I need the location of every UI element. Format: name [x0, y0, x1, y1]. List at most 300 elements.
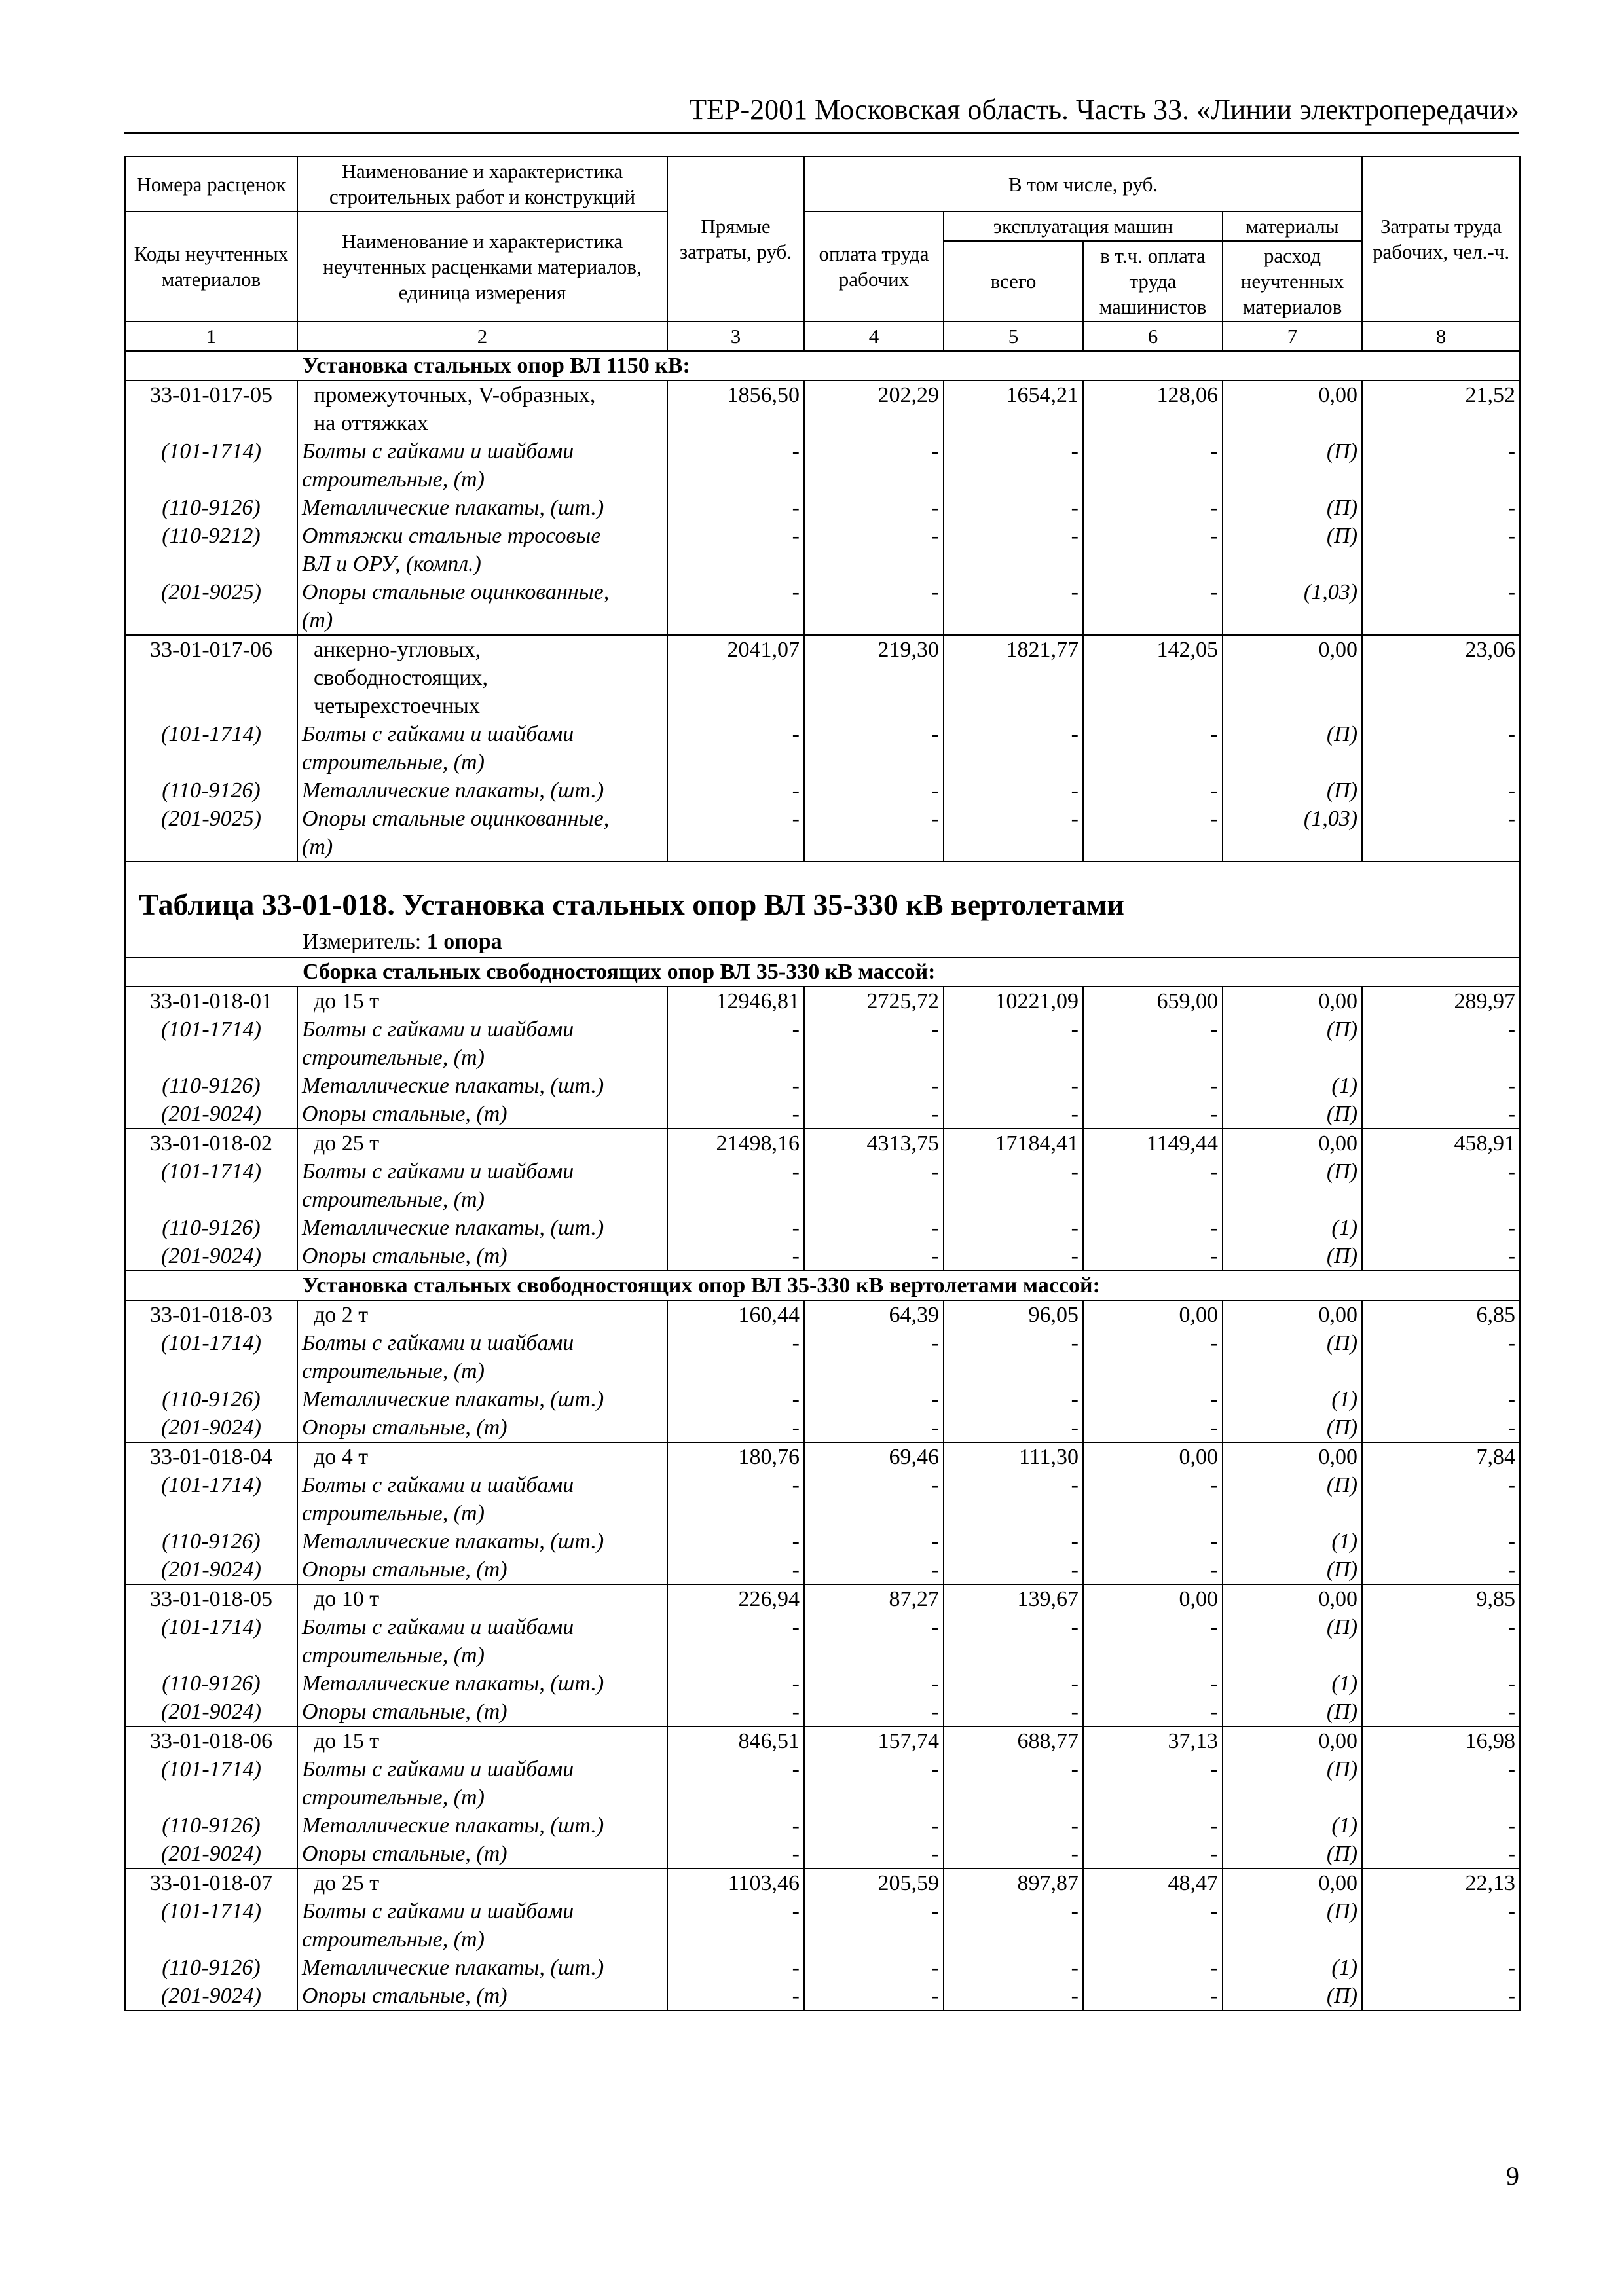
cell-line: Болты с гайками и шайбами: [302, 439, 574, 464]
material-qty: (П): [1223, 437, 1362, 494]
dash-cell: -: [1362, 1157, 1520, 1214]
material-code: (201-9024): [125, 1698, 297, 1726]
dash-cell: -: [667, 1556, 804, 1584]
header-row-1: [125, 156, 1520, 211]
dash-cell: -: [944, 437, 1083, 494]
rate-name: [297, 380, 667, 437]
material-row: [125, 1669, 1520, 1698]
dash-cell: -: [944, 1556, 1083, 1584]
material-qty: (1): [1223, 1385, 1362, 1413]
dash-cell: -: [944, 1100, 1083, 1129]
dash-cell: -: [944, 1072, 1083, 1100]
material-qty: (П): [1223, 1471, 1362, 1527]
dash-cell: -: [944, 1613, 1083, 1669]
hdr-machines: эксплуатация машин: [944, 211, 1223, 241]
dash-cell: -: [1362, 1812, 1520, 1840]
cell-line: Опоры стальные, (т): [302, 1842, 507, 1866]
dash-cell: -: [804, 1897, 944, 1954]
hdr-num-4: 4: [804, 321, 944, 351]
cell-line: Металлические плакаты, (шт.): [302, 1074, 604, 1098]
rate-value: 1856,50: [667, 380, 804, 437]
dash-cell: -: [667, 1157, 804, 1214]
material-row: [125, 776, 1520, 805]
rate-row: [125, 987, 1520, 1015]
material-name: [297, 1982, 667, 2011]
dash-cell: -: [667, 1897, 804, 1954]
rate-value: 87,27: [804, 1584, 944, 1613]
dash-cell: -: [1083, 1385, 1223, 1413]
material-name: [297, 1669, 667, 1698]
material-row: [125, 1100, 1520, 1129]
dash-cell: -: [1362, 776, 1520, 805]
dash-cell: -: [1083, 1755, 1223, 1812]
hdr-labor-cost: Затраты труда рабочих, чел.-ч.: [1362, 156, 1520, 321]
dash-cell: -: [804, 720, 944, 776]
cell-line: Опоры стальные, (т): [302, 1558, 507, 1582]
dash-cell: -: [944, 1982, 1083, 2011]
material-code: (110-9126): [125, 1812, 297, 1840]
cell-line: Опоры стальные оцинкованные,: [302, 580, 610, 604]
material-code: (110-9126): [125, 494, 297, 522]
dash-cell: -: [1362, 1669, 1520, 1698]
cell-line: строительные, (т): [302, 1188, 485, 1212]
material-row: [125, 1015, 1520, 1072]
material-row: [125, 522, 1520, 578]
dash-cell: -: [804, 437, 944, 494]
dash-cell: -: [1362, 1527, 1520, 1556]
material-row: [125, 1556, 1520, 1584]
page-header: ТЕР-2001 Московская область. Часть 33. «Линии электропередачи»: [689, 94, 1519, 126]
cell-line: до 25 т: [314, 1871, 380, 1895]
dash-cell: -: [1083, 1072, 1223, 1100]
cell-line: строительные, (т): [302, 1785, 485, 1810]
material-row: [125, 1329, 1520, 1385]
dash-cell: -: [667, 1214, 804, 1242]
dash-cell: -: [804, 1242, 944, 1271]
table-measure: [126, 928, 1519, 957]
rate-value: 458,91: [1362, 1129, 1520, 1157]
dash-cell: -: [1083, 1897, 1223, 1954]
cell-line: четырехстоечных: [314, 694, 480, 718]
rate-code: 33-01-018-05: [125, 1584, 297, 1613]
material-row: [125, 1527, 1520, 1556]
material-row: [125, 494, 1520, 522]
dash-cell: -: [667, 1812, 804, 1840]
rates-table: [124, 156, 1521, 2011]
cell-line: Болты с гайками и шайбами: [302, 1331, 574, 1355]
hdr-num-2: 2: [297, 321, 667, 351]
dash-cell: -: [1083, 1698, 1223, 1726]
material-name: [297, 437, 667, 494]
dash-cell: -: [804, 1015, 944, 1072]
material-name: [297, 1840, 667, 1868]
dash-cell: -: [804, 1954, 944, 1982]
dash-cell: -: [804, 1329, 944, 1385]
dash-cell: -: [944, 1329, 1083, 1385]
rate-row: [125, 1726, 1520, 1755]
rate-value: 0,00: [1083, 1584, 1223, 1613]
rate-value: 202,29: [804, 380, 944, 437]
rate-value: 21,52: [1362, 380, 1520, 437]
rate-value: 1149,44: [1083, 1129, 1223, 1157]
material-code: (110-9126): [125, 1669, 297, 1698]
dash-cell: -: [667, 1840, 804, 1868]
dash-cell: -: [667, 494, 804, 522]
dash-cell: -: [1362, 494, 1520, 522]
cell-line: Металлические плакаты, (шт.): [302, 778, 604, 803]
dash-cell: -: [804, 1812, 944, 1840]
dash-cell: -: [1362, 1385, 1520, 1413]
material-row: [125, 1242, 1520, 1271]
material-qty: (П): [1223, 1897, 1362, 1954]
table-title: Таблица 33-01-018. Установка стальных опор ВЛ 35-330 кВ вертолетами: [139, 888, 1124, 921]
header-rule: [124, 132, 1519, 134]
cell-line: Оттяжки стальные тросовые: [302, 524, 601, 548]
rate-value: 846,51: [667, 1726, 804, 1755]
dash-cell: -: [804, 1100, 944, 1129]
dash-cell: -: [667, 1385, 804, 1413]
dash-cell: -: [1362, 1242, 1520, 1271]
dash-cell: -: [1362, 1954, 1520, 1982]
rate-value: 205,59: [804, 1868, 944, 1897]
dash-cell: -: [667, 1755, 804, 1812]
rate-row: [125, 1442, 1520, 1471]
material-qty: (П): [1223, 494, 1362, 522]
dash-cell: -: [804, 1698, 944, 1726]
dash-cell: -: [804, 1072, 944, 1100]
rate-row: [125, 1868, 1520, 1897]
section-assembly-label: Сборка стальных свободностоящих опор ВЛ 35-330 кВ массой:: [125, 957, 1520, 987]
material-qty: (П): [1223, 1613, 1362, 1669]
material-qty: (П): [1223, 1015, 1362, 1072]
header-row-2: [125, 211, 1520, 241]
dash-cell: -: [1083, 522, 1223, 578]
cell-line: Опоры стальные оцинкованные,: [302, 807, 610, 831]
material-code: (201-9024): [125, 1556, 297, 1584]
cell-line: свободностоящих,: [314, 666, 488, 690]
dash-cell: -: [1083, 1100, 1223, 1129]
cell-line: Металлические плакаты, (шт.): [302, 496, 604, 520]
hdr-materials-cons: расход неучтенных материалов: [1223, 241, 1362, 321]
material-name: [297, 805, 667, 862]
rate-value: 7,84: [1362, 1442, 1520, 1471]
material-row: [125, 1613, 1520, 1669]
dash-cell: -: [1362, 1613, 1520, 1669]
material-code: (201-9025): [125, 805, 297, 862]
material-qty: (1,03): [1223, 805, 1362, 862]
dash-cell: -: [944, 1669, 1083, 1698]
dash-cell: -: [1083, 1669, 1223, 1698]
hdr-work-name: Наименование и характеристика строительных работ и конструкций: [297, 156, 667, 211]
dash-cell: -: [804, 1385, 944, 1413]
rate-value: 128,06: [1083, 380, 1223, 437]
hdr-rate-numbers: Номера расценок: [125, 156, 297, 211]
hdr-material-codes: Коды неучтенных материалов: [125, 211, 297, 321]
dash-cell: -: [944, 776, 1083, 805]
cell-line: строительные, (т): [302, 1501, 485, 1525]
material-qty: (1): [1223, 1954, 1362, 1982]
cell-line: Металлические плакаты, (шт.): [302, 1671, 604, 1696]
material-name: [297, 1242, 667, 1271]
material-code: (201-9024): [125, 1242, 297, 1271]
cell-line: Болты с гайками и шайбами: [302, 1899, 574, 1923]
dash-cell: -: [1083, 1242, 1223, 1271]
dash-cell: -: [1083, 1157, 1223, 1214]
material-name: [297, 1329, 667, 1385]
rate-value: 0,00: [1223, 1726, 1362, 1755]
rate-value: 0,00: [1223, 1868, 1362, 1897]
cell-line: Опоры стальные, (т): [302, 1102, 507, 1126]
dash-cell: -: [804, 1413, 944, 1442]
dash-cell: -: [804, 1669, 944, 1698]
cell-line: строительные, (т): [302, 1359, 485, 1383]
rate-code: 33-01-018-02: [125, 1129, 297, 1157]
cell-line: Металлические плакаты, (шт.): [302, 1216, 604, 1240]
dash-cell: -: [1362, 1755, 1520, 1812]
material-row: [125, 578, 1520, 635]
cell-line: до 15 т: [314, 989, 380, 1013]
section-1150kv: [125, 351, 1520, 380]
rate-value: 157,74: [804, 1726, 944, 1755]
cell-line: до 10 т: [314, 1587, 380, 1611]
rate-code: 33-01-018-06: [125, 1726, 297, 1755]
cell-line: (т): [302, 835, 333, 859]
dash-cell: -: [667, 1471, 804, 1527]
dash-cell: -: [1362, 1982, 1520, 2011]
dash-cell: -: [804, 776, 944, 805]
rate-name: [297, 1442, 667, 1471]
rate-name: [297, 1129, 667, 1157]
rate-value: 0,00: [1223, 1584, 1362, 1613]
material-name: [297, 1613, 667, 1669]
cell-line: Болты с гайками и шайбами: [302, 1757, 574, 1781]
rate-value: 688,77: [944, 1726, 1083, 1755]
material-name: [297, 1698, 667, 1726]
rate-row: [125, 380, 1520, 437]
cell-line: до 25 т: [314, 1131, 380, 1156]
material-qty: (П): [1223, 776, 1362, 805]
rate-value: 23,06: [1362, 635, 1520, 720]
dash-cell: -: [667, 1698, 804, 1726]
section-assembly: [125, 957, 1520, 987]
material-name: [297, 494, 667, 522]
rate-value: 48,47: [1083, 1868, 1223, 1897]
rate-value: 21498,16: [667, 1129, 804, 1157]
dash-cell: -: [944, 1157, 1083, 1214]
rate-value: 226,94: [667, 1584, 804, 1613]
cell-line: строительные, (т): [302, 1046, 485, 1070]
cell-line: ВЛ и ОРУ, (компл.): [302, 552, 481, 576]
material-row: [125, 1755, 1520, 1812]
dash-cell: -: [944, 578, 1083, 635]
material-name: [297, 1100, 667, 1129]
material-row: [125, 1812, 1520, 1840]
material-code: (101-1714): [125, 1471, 297, 1527]
dash-cell: -: [1362, 1897, 1520, 1954]
dash-cell: -: [804, 805, 944, 862]
rate-value: 17184,41: [944, 1129, 1083, 1157]
hdr-labor-pay: оплата труда рабочих: [804, 211, 944, 321]
material-code: (101-1714): [125, 1755, 297, 1812]
dash-cell: -: [667, 1072, 804, 1100]
measure-label: Измеритель:: [303, 930, 427, 954]
dash-cell: -: [1083, 1413, 1223, 1442]
rate-value: 142,05: [1083, 635, 1223, 720]
dash-cell: -: [804, 578, 944, 635]
material-qty: (П): [1223, 1413, 1362, 1442]
rate-value: 289,97: [1362, 987, 1520, 1015]
material-name: [297, 1471, 667, 1527]
cell-line: Болты с гайками и шайбами: [302, 1159, 574, 1184]
cell-line: Металлические плакаты, (шт.): [302, 1387, 604, 1412]
cell-line: Болты с гайками и шайбами: [302, 1017, 574, 1042]
dash-cell: -: [667, 1413, 804, 1442]
cell-line: Опоры стальные, (т): [302, 1700, 507, 1724]
cell-line: строительные, (т): [302, 750, 485, 774]
cell-line: строительные, (т): [302, 1927, 485, 1952]
material-name: [297, 1897, 667, 1954]
rate-value: 22,13: [1362, 1868, 1520, 1897]
rate-value: 0,00: [1083, 1442, 1223, 1471]
rate-value: 16,98: [1362, 1726, 1520, 1755]
section-helicopter-label: Установка стальных свободностоящих опор ВЛ 35-330 кВ вертолетами массой:: [125, 1271, 1520, 1300]
dash-cell: -: [667, 1242, 804, 1271]
table-title-row: [125, 862, 1520, 957]
dash-cell: -: [667, 720, 804, 776]
hdr-num-1: 1: [125, 321, 297, 351]
dash-cell: -: [1083, 1556, 1223, 1584]
hdr-num-7: 7: [1223, 321, 1362, 351]
rate-value: 4313,75: [804, 1129, 944, 1157]
cell-line: Металлические плакаты, (шт.): [302, 1956, 604, 1980]
dash-cell: -: [1362, 1698, 1520, 1726]
dash-cell: -: [1083, 805, 1223, 862]
rate-value: 0,00: [1223, 1129, 1362, 1157]
material-code: (110-9126): [125, 1385, 297, 1413]
material-name: [297, 522, 667, 578]
dash-cell: -: [944, 1471, 1083, 1527]
rate-value: 1821,77: [944, 635, 1083, 720]
dash-cell: -: [944, 1812, 1083, 1840]
dash-cell: -: [1083, 1015, 1223, 1072]
material-code: (110-9126): [125, 1527, 297, 1556]
dash-cell: -: [1362, 1471, 1520, 1527]
dash-cell: -: [944, 1527, 1083, 1556]
dash-cell: -: [1083, 1527, 1223, 1556]
material-qty: (П): [1223, 1329, 1362, 1385]
material-row: [125, 1214, 1520, 1242]
cell-line: строительные, (т): [302, 1643, 485, 1667]
dash-cell: -: [944, 1413, 1083, 1442]
rate-value: 659,00: [1083, 987, 1223, 1015]
material-row: [125, 1698, 1520, 1726]
dash-cell: -: [1083, 720, 1223, 776]
dash-cell: -: [1362, 1329, 1520, 1385]
material-name: [297, 1755, 667, 1812]
dash-cell: -: [1083, 1329, 1223, 1385]
rate-value: 0,00: [1223, 987, 1362, 1015]
rate-name: [297, 1584, 667, 1613]
material-code: (101-1714): [125, 1613, 297, 1669]
rates-table-body: [125, 156, 1520, 2011]
material-qty: (П): [1223, 1242, 1362, 1271]
rate-row: [125, 1300, 1520, 1329]
cell-line: Металлические плакаты, (шт.): [302, 1529, 604, 1554]
dash-cell: -: [667, 1613, 804, 1669]
dash-cell: -: [667, 1954, 804, 1982]
rate-value: 0,00: [1083, 1300, 1223, 1329]
rate-value: 0,00: [1223, 635, 1362, 720]
material-code: (101-1714): [125, 1015, 297, 1072]
rate-code: 33-01-017-05: [125, 380, 297, 437]
material-code: (201-9025): [125, 578, 297, 635]
material-row: [125, 1385, 1520, 1413]
dash-cell: -: [944, 1242, 1083, 1271]
dash-cell: -: [804, 522, 944, 578]
material-qty: (1): [1223, 1527, 1362, 1556]
dash-cell: -: [1083, 1214, 1223, 1242]
rate-code: 33-01-018-01: [125, 987, 297, 1015]
dash-cell: -: [1083, 1840, 1223, 1868]
dash-cell: -: [1083, 494, 1223, 522]
dash-cell: -: [1362, 1072, 1520, 1100]
rate-value: 897,87: [944, 1868, 1083, 1897]
material-name: [297, 1812, 667, 1840]
dash-cell: -: [1083, 1471, 1223, 1527]
page-number: 9: [1506, 2161, 1519, 2191]
dash-cell: -: [667, 1329, 804, 1385]
material-row: [125, 1840, 1520, 1868]
material-row: [125, 805, 1520, 862]
material-name: [297, 578, 667, 635]
cell-line: до 4 т: [314, 1445, 369, 1469]
material-name: [297, 1527, 667, 1556]
rate-value: 1103,46: [667, 1868, 804, 1897]
material-qty: (П): [1223, 1982, 1362, 2011]
rate-value: 9,85: [1362, 1584, 1520, 1613]
material-code: (101-1714): [125, 437, 297, 494]
measure-value: 1 опора: [426, 930, 502, 954]
dash-cell: -: [1362, 805, 1520, 862]
cell-line: Болты с гайками и шайбами: [302, 1615, 574, 1639]
header-numbers-row: [125, 321, 1520, 351]
rate-value: 6,85: [1362, 1300, 1520, 1329]
material-row: [125, 1471, 1520, 1527]
material-name: [297, 720, 667, 776]
rate-value: 96,05: [944, 1300, 1083, 1329]
rate-value: 12946,81: [667, 987, 804, 1015]
rate-name: [297, 987, 667, 1015]
rate-value: 139,67: [944, 1584, 1083, 1613]
rate-name: [297, 1868, 667, 1897]
dash-cell: -: [804, 1613, 944, 1669]
dash-cell: -: [667, 1527, 804, 1556]
cell-line: Опоры стальные, (т): [302, 1415, 507, 1440]
cell-line: Опоры стальные, (т): [302, 1984, 507, 2008]
material-row: [125, 1072, 1520, 1100]
material-qty: (1): [1223, 1669, 1362, 1698]
material-code: (201-9024): [125, 1982, 297, 2011]
material-code: (201-9024): [125, 1413, 297, 1442]
rate-value: 2725,72: [804, 987, 944, 1015]
material-row: [125, 437, 1520, 494]
material-qty: (П): [1223, 1100, 1362, 1129]
hdr-machines-total: всего: [944, 241, 1083, 321]
cell-line: анкерно-угловых,: [314, 638, 481, 662]
dash-cell: -: [804, 1755, 944, 1812]
material-name: [297, 1157, 667, 1214]
dash-cell: -: [1362, 1840, 1520, 1868]
